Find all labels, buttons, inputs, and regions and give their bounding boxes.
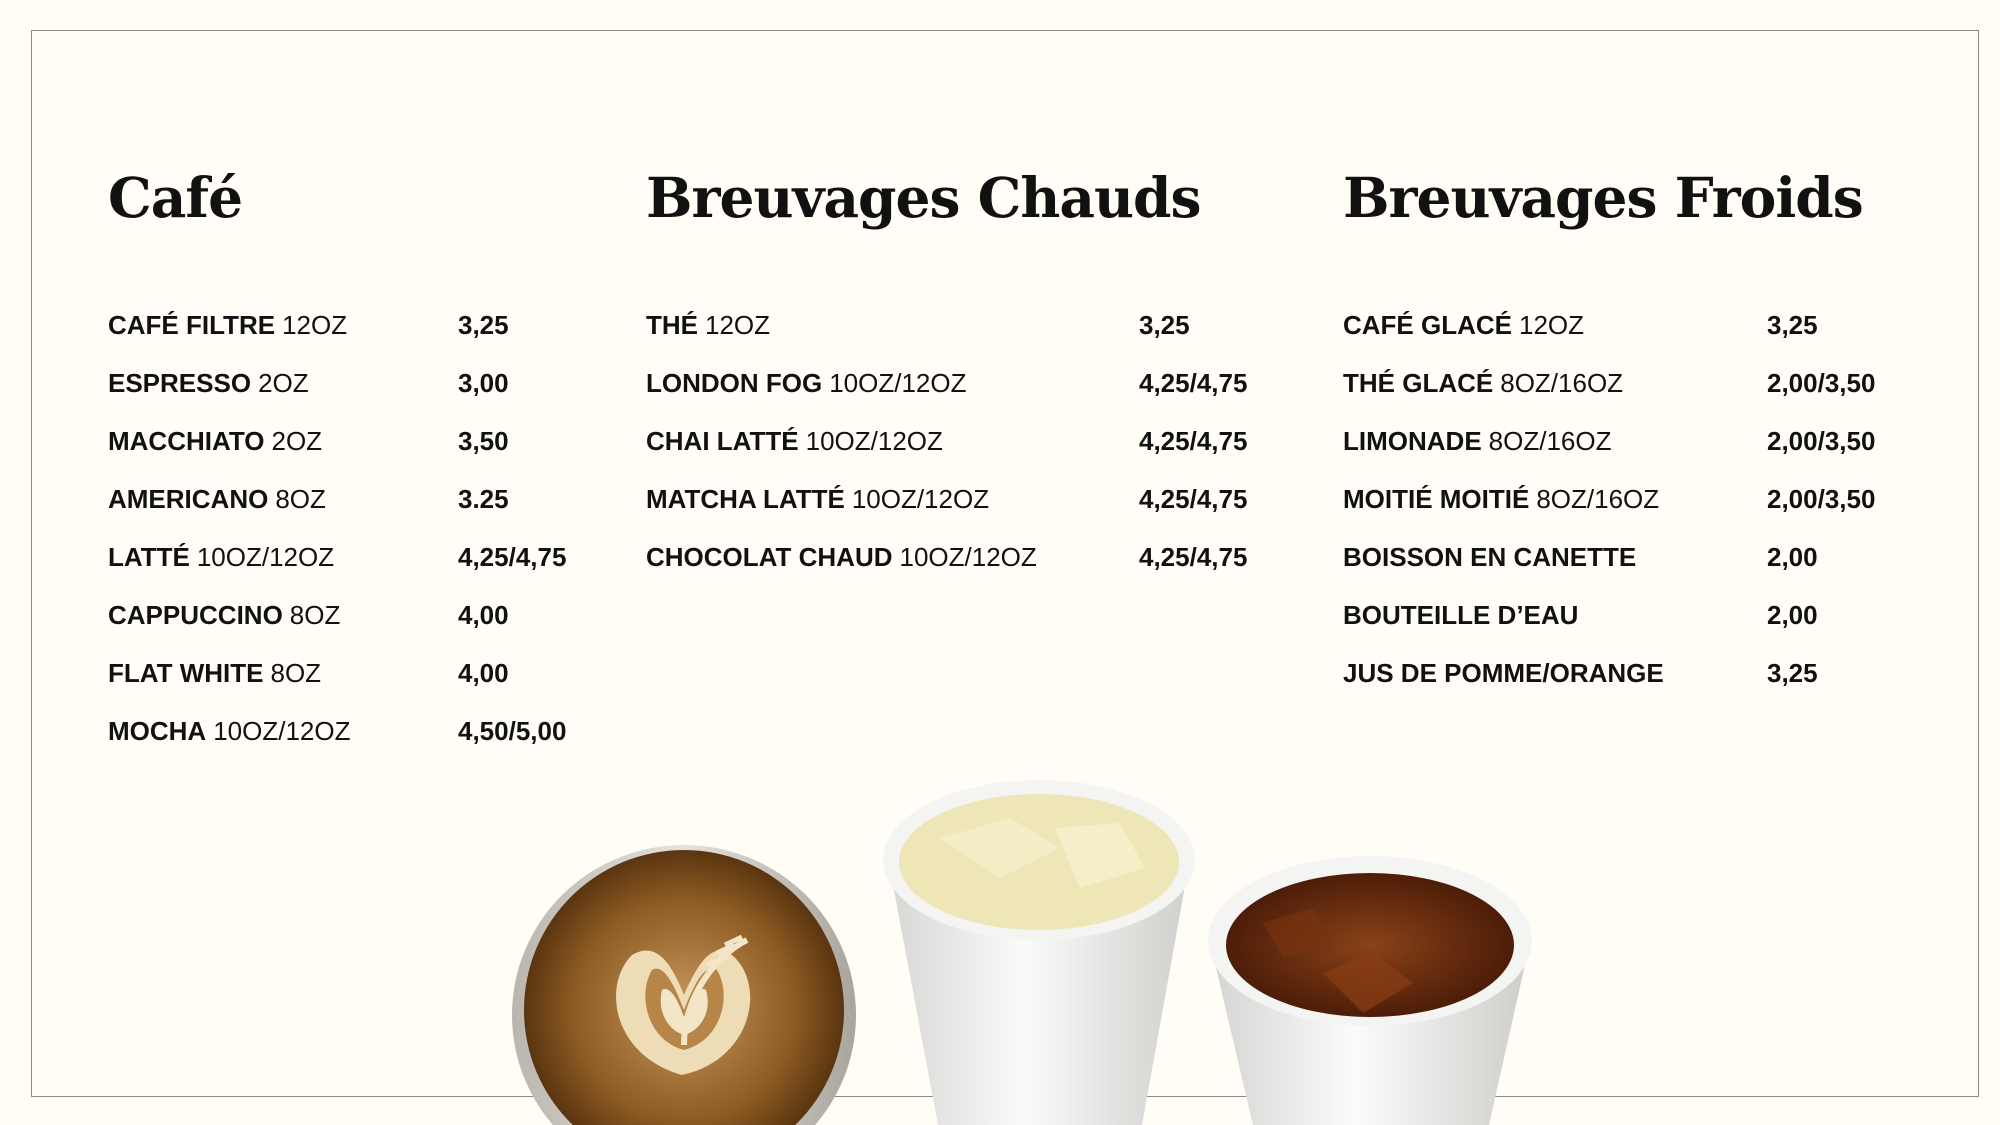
item-size: 10OZ/12OZ: [213, 716, 351, 746]
item-price: 3.25: [458, 484, 509, 514]
section-title-breuvages-chauds: Breuvages Chauds: [646, 165, 1201, 230]
item-name: CAFÉ FILTRE: [108, 310, 276, 340]
section-breuvages-froids: [1343, 158, 1913, 716]
item-size: 12OZ: [1519, 310, 1585, 340]
item-name: LATTÉ: [108, 542, 190, 572]
item-price: 2,00/3,50: [1767, 368, 1876, 398]
item-name: LONDON FOG: [646, 368, 823, 398]
menu-item: [646, 484, 1271, 542]
item-size: 8OZ: [275, 484, 326, 514]
menu-list-cafe: [108, 310, 588, 774]
menu-item: [108, 426, 588, 484]
menu-item: [646, 426, 1271, 484]
item-size: 10OZ/12OZ: [829, 368, 967, 398]
item-size: 8OZ/16OZ: [1500, 368, 1624, 398]
item-price: 4,25/4,75: [1139, 368, 1248, 398]
item-name: CHOCOLAT CHAUD: [646, 542, 893, 572]
item-size: 8OZ: [289, 600, 341, 630]
item-size: 10OZ/12OZ: [805, 426, 943, 456]
item-size: 10OZ/12OZ: [851, 484, 990, 514]
section-title-breuvages-froids: Breuvages Froids: [1343, 165, 1863, 230]
menu-item: [646, 368, 1271, 426]
menu-item: [1343, 658, 1913, 716]
menu-item: [646, 542, 1271, 600]
item-name: BOISSON EN CANETTE: [1343, 542, 1637, 572]
menu-item: [108, 658, 588, 716]
item-size: 2OZ: [271, 426, 323, 456]
item-size: 8OZ/16OZ: [1536, 484, 1660, 514]
iced-tea-cup-icon: [1203, 853, 1537, 1125]
menu-item: [1343, 310, 1913, 368]
item-price: 4,00: [458, 600, 509, 630]
item-price: 4,25/4,75: [1139, 426, 1248, 456]
item-name: AMERICANO: [108, 484, 269, 514]
latte-art-cup-icon: [512, 845, 856, 1125]
item-price: 3,25: [1767, 658, 1818, 688]
item-size: 8OZ: [270, 658, 322, 688]
section-title-cafe: Café: [108, 165, 243, 230]
item-name: FLAT WHITE: [108, 658, 264, 688]
item-name: BOUTEILLE D’EAU: [1343, 600, 1579, 630]
menu-item: [108, 716, 588, 774]
lemonade-cup-icon: [880, 778, 1198, 1125]
item-price: 3,00: [458, 368, 509, 398]
item-name: CAPPUCCINO: [108, 600, 283, 630]
menu-item: [108, 542, 588, 600]
item-price: 4,25/4,75: [1139, 484, 1248, 514]
item-price: 2,00/3,50: [1767, 484, 1876, 514]
item-name: MOCHA: [108, 716, 207, 746]
item-size: 10OZ/12OZ: [899, 542, 1037, 572]
item-price: 4,25/4,75: [458, 542, 567, 572]
item-size: 10OZ/12OZ: [196, 542, 335, 572]
menu-item: [1343, 426, 1913, 484]
item-price: 4,50/5,00: [458, 716, 567, 746]
menu-item: [108, 600, 588, 658]
menu-item: [108, 310, 588, 368]
item-size: 2OZ: [258, 368, 309, 398]
menu-item: [1343, 368, 1913, 426]
item-name: LIMONADE: [1343, 426, 1482, 456]
item-name: MOITIÉ MOITIÉ: [1343, 484, 1530, 514]
item-price: 3,50: [458, 426, 509, 456]
menu-item: [646, 310, 1271, 368]
section-cafe: [108, 158, 588, 774]
item-name: CHAI LATTÉ: [646, 426, 799, 456]
menu-item: [1343, 542, 1913, 600]
item-name: CAFÉ GLACÉ: [1343, 310, 1512, 340]
item-name: MATCHA LATTÉ: [646, 484, 845, 514]
item-size: 8OZ/16OZ: [1488, 426, 1612, 456]
item-price: 4,00: [458, 658, 509, 688]
item-size: 12OZ: [282, 310, 348, 340]
item-price: 3,25: [1139, 310, 1190, 340]
menu-item: [108, 484, 588, 542]
item-name: ESPRESSO: [108, 368, 252, 398]
menu-list-breuvages-chauds: [646, 310, 1271, 600]
menu-item: [108, 368, 588, 426]
item-size: 12OZ: [705, 310, 771, 340]
menu-item: [1343, 484, 1913, 542]
item-name: THÉ: [646, 310, 698, 340]
item-price: 2,00/3,50: [1767, 426, 1876, 456]
item-price: 3,25: [1767, 310, 1818, 340]
item-price: 2,00: [1767, 600, 1818, 630]
item-price: 3,25: [458, 310, 509, 340]
item-name: JUS DE POMME/ORANGE: [1343, 658, 1664, 688]
item-name: THÉ GLACÉ: [1343, 368, 1494, 398]
menu-list-breuvages-froids: [1343, 310, 1913, 716]
section-breuvages-chauds: [646, 158, 1271, 600]
item-price: 4,25/4,75: [1139, 542, 1248, 572]
menu-item: [1343, 600, 1913, 658]
item-price: 2,00: [1767, 542, 1818, 572]
item-name: MACCHIATO: [108, 426, 265, 456]
